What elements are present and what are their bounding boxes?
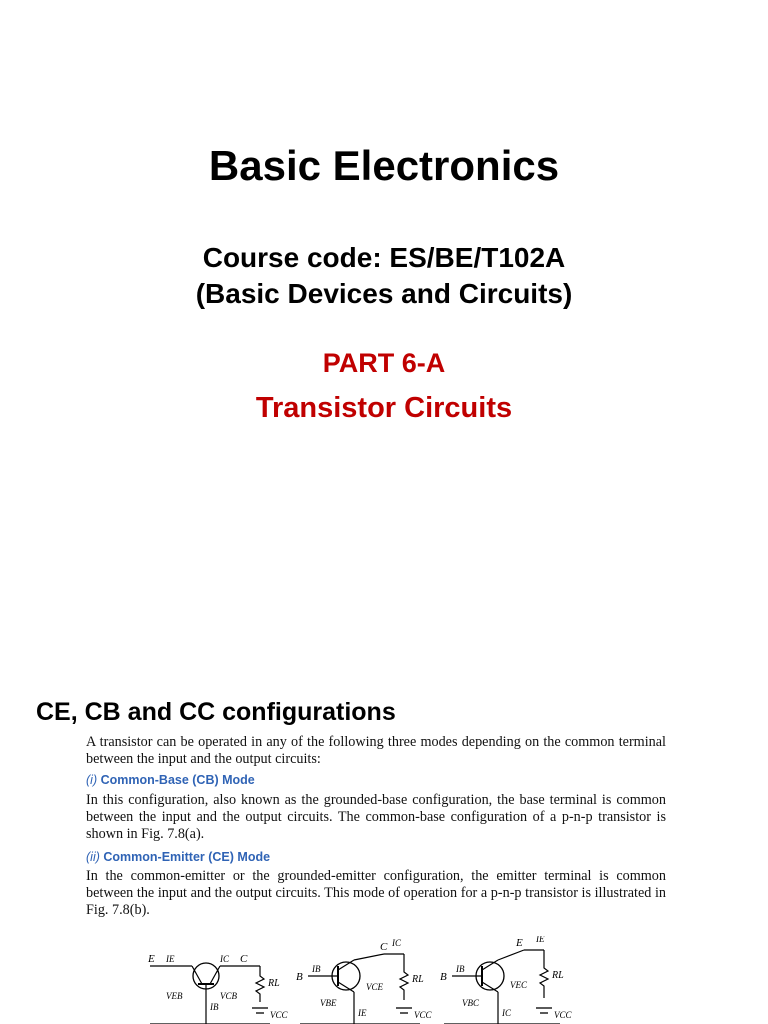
content-slide <box>0 512 768 1024</box>
ce-label-rl: RL <box>412 974 424 985</box>
mode2-heading <box>86 850 270 864</box>
cc-label-ic: IC <box>502 1008 511 1018</box>
cb-label-ie: IE <box>166 954 175 964</box>
ce-circuit <box>296 938 433 1024</box>
ce-label-ib: IB <box>312 964 321 974</box>
ce-label-c: C <box>380 941 388 953</box>
cc-resistor <box>540 950 548 998</box>
cc-label-rl: RL <box>552 970 564 981</box>
mode1-number: (i) <box>86 773 98 787</box>
slide-subtitle: Transistor Circuits <box>255 392 513 424</box>
mode1-title: Common-Base (CB) Mode <box>100 773 255 787</box>
cc-circuit <box>440 936 573 1024</box>
cc-label-vec: VEC <box>510 980 527 990</box>
cc-label-ie: IE <box>536 936 545 944</box>
cb-resistor <box>256 966 264 1002</box>
part-label: PART 6-A <box>322 348 446 378</box>
cc-label-vbc: VBC <box>462 998 479 1008</box>
cc-label-vcc: VCC <box>554 1010 572 1020</box>
mode1-heading <box>86 773 255 787</box>
cb-label-rl: RL <box>268 978 280 989</box>
ce-label-ie: IE <box>358 1008 367 1018</box>
cc-label-b: B <box>440 971 447 983</box>
ce-label-ic: IC <box>392 938 401 948</box>
ce-label-b: B <box>296 971 303 983</box>
ce-label-vcc: VCC <box>414 1010 432 1020</box>
cc-label-ib: IB <box>456 964 465 974</box>
cb-label-vcc: VCC <box>270 1010 288 1020</box>
intro-paragraph: A transistor can be operated in any of the following three modes depending on the common terminal between the input and the output circuits: <box>86 734 666 767</box>
section-heading: CE, CB and CC configurations <box>36 698 396 726</box>
mode2-paragraph: In the common-emitter or the grounded-emitter configuration, the emitter terminal is common between the input and the output circuits. This mode of operation for a p-n-p transistor is illustrated in Fig. 7.8(b). <box>86 868 666 918</box>
cb-circuit <box>147 953 289 1024</box>
cb-label-ib: IB <box>210 1002 219 1012</box>
ce-label-vbe: VBE <box>320 998 337 1008</box>
cb-label-vcb: VCB <box>220 991 237 1001</box>
mode1-paragraph: In this configuration, also known as the grounded-base configuration, the base terminal is common between the input and the output circuits. The common-base configuration of a p-n-p transistor is shown in Fig. 7.8(a). <box>86 792 666 842</box>
course-name: (Basic Devices and Circuits) <box>195 278 573 309</box>
ce-label-vce: VCE <box>366 982 383 992</box>
course-info <box>0 240 768 312</box>
cc-label-e: E <box>516 937 523 949</box>
slide-title: Basic Electronics <box>208 142 560 189</box>
course-code: Course code: ES/BE/T102A <box>202 242 566 273</box>
mode2-title: Common-Emitter (CE) Mode <box>103 850 271 864</box>
cb-label-veb: VEB <box>166 991 183 1001</box>
cb-label-c: C <box>240 953 248 965</box>
transistor-circuit-figures <box>140 936 640 1024</box>
mode2-number: (ii) <box>86 850 100 864</box>
cb-label-ic: IC <box>220 954 229 964</box>
cb-label-e: E <box>148 953 155 965</box>
ce-resistor <box>400 954 408 1000</box>
